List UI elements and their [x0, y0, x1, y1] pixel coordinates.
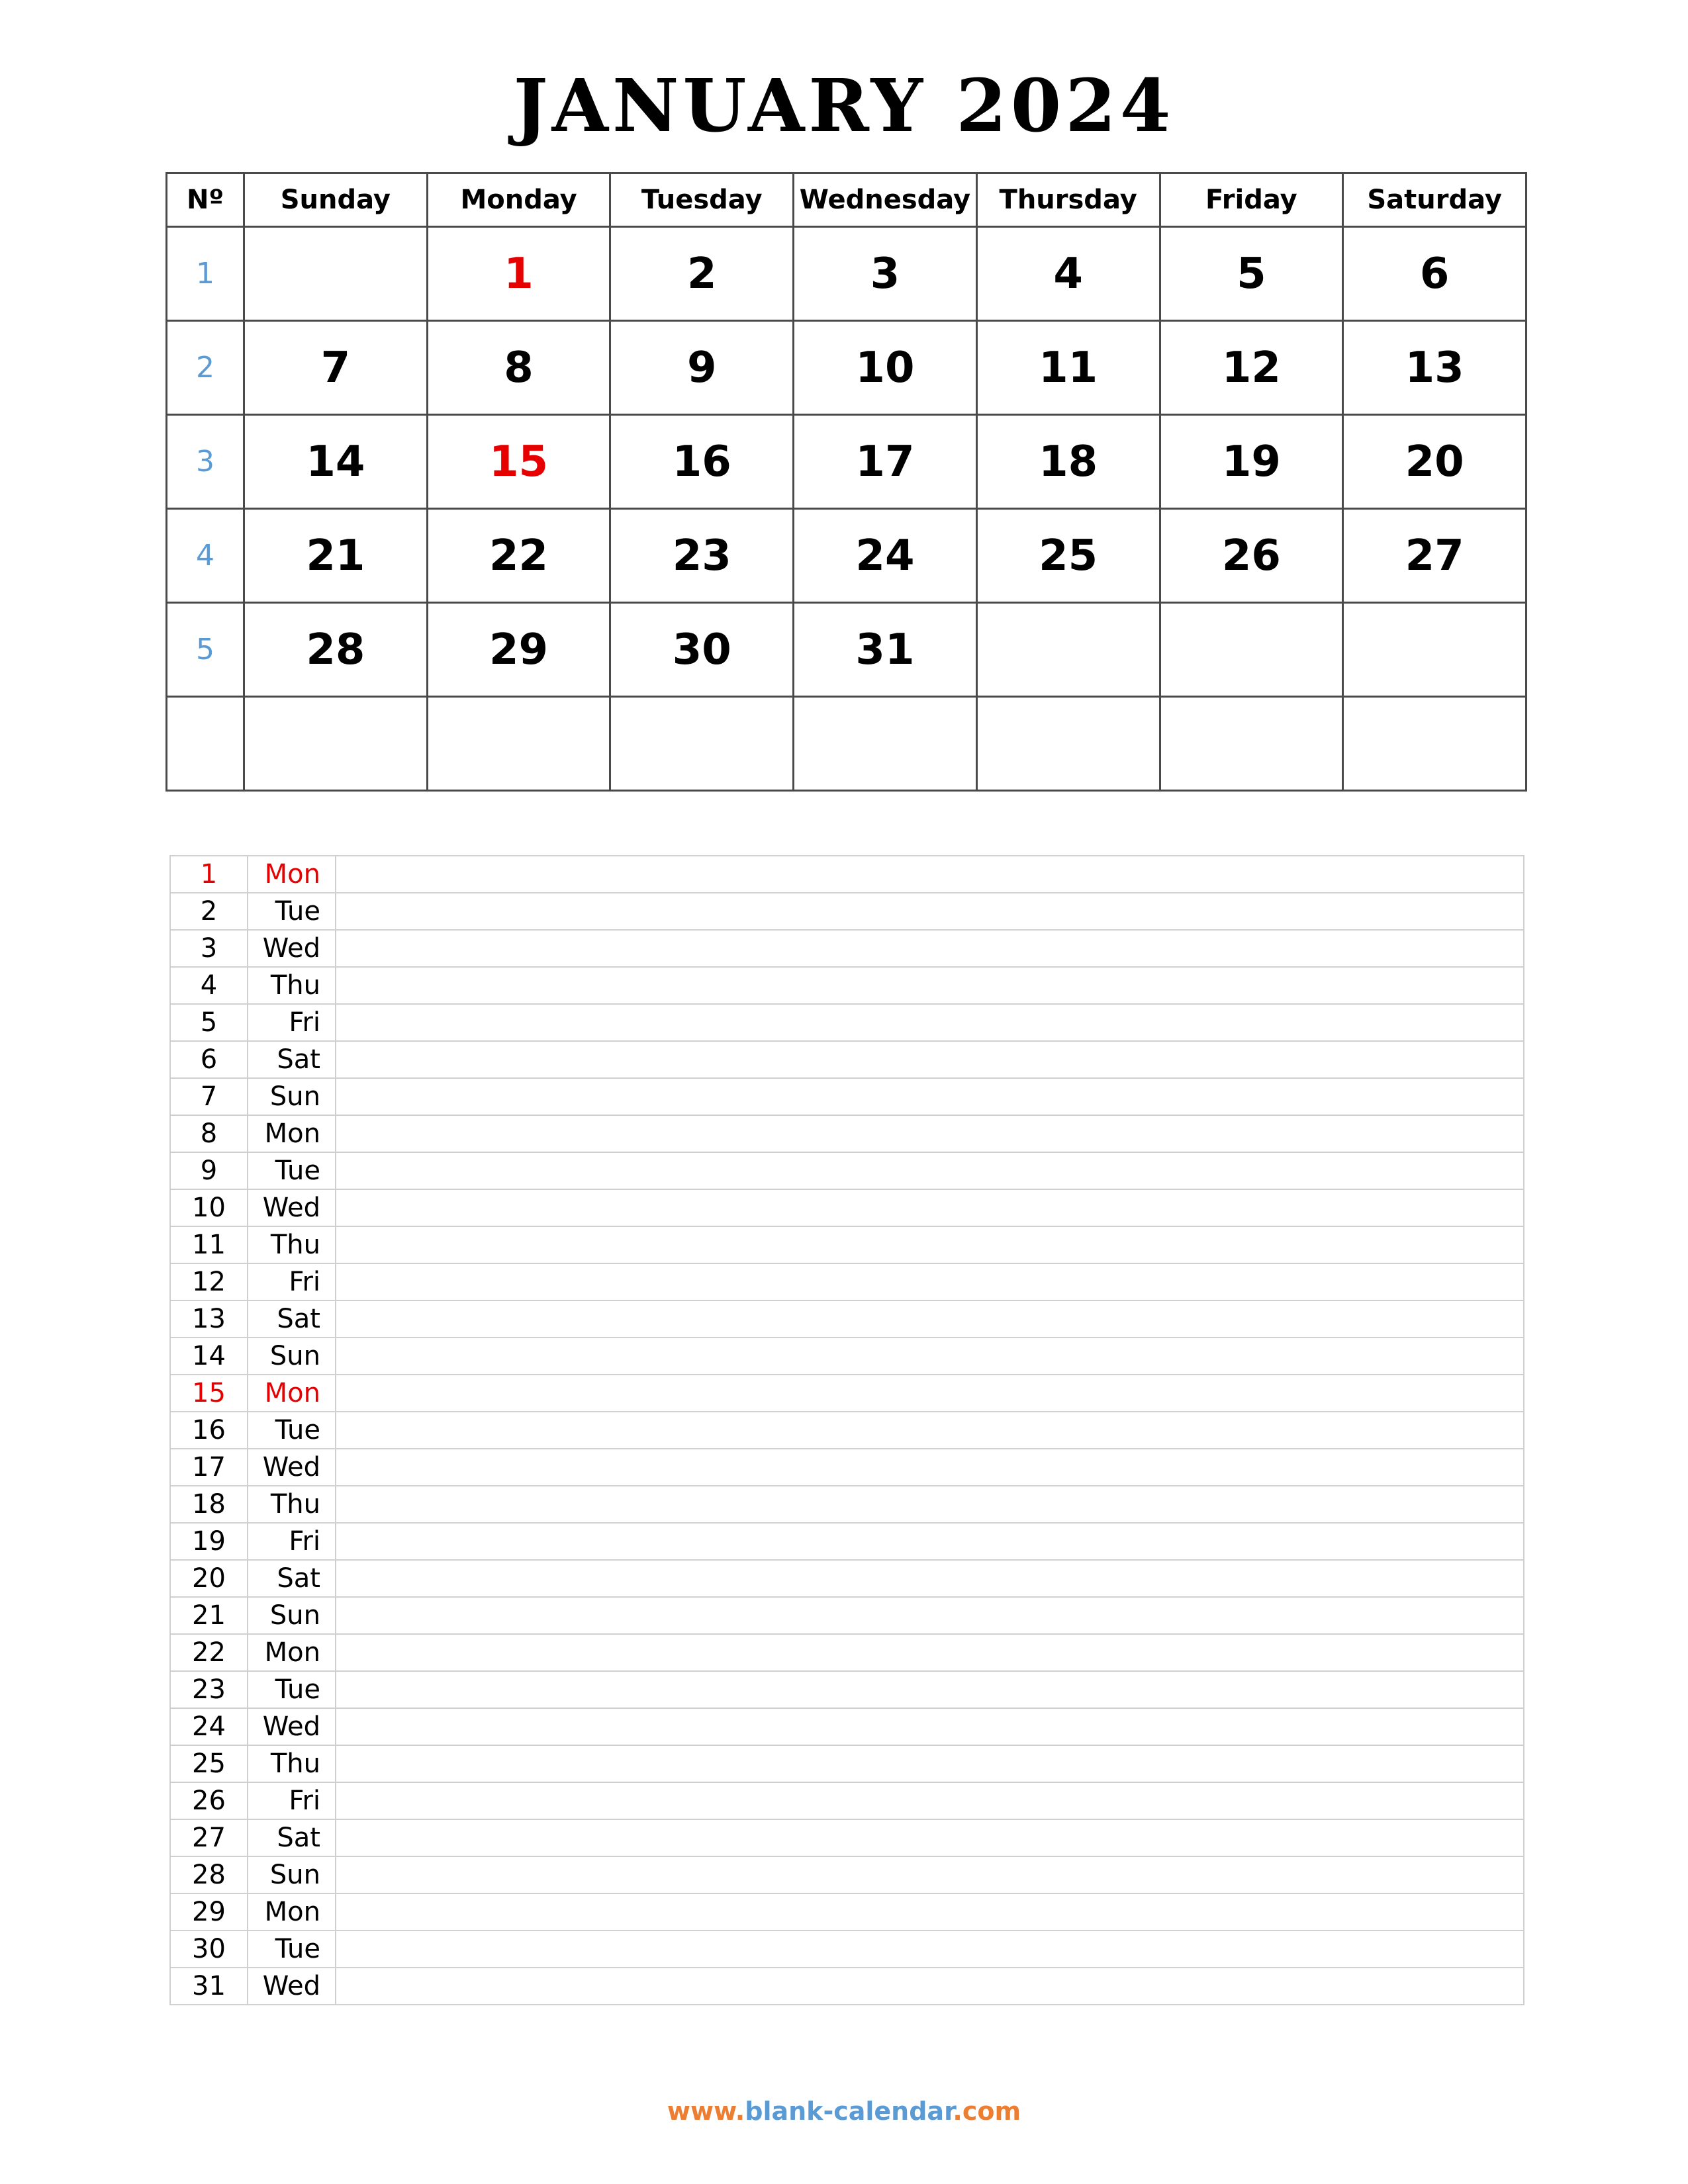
- day-list-row: [170, 1634, 1524, 1671]
- day-of-week: Tue: [248, 1152, 336, 1189]
- day-number: 2: [170, 893, 248, 930]
- day-number: 21: [170, 1597, 248, 1634]
- empty-day-cell: [244, 227, 428, 321]
- day-number: 10: [170, 1189, 248, 1226]
- day-cell: 28: [244, 603, 428, 697]
- note-cell[interactable]: [336, 1449, 1524, 1486]
- day-list-row: [170, 1893, 1524, 1931]
- day-of-week: Thu: [248, 1745, 336, 1782]
- day-of-week: Fri: [248, 1523, 336, 1560]
- day-list-row: [170, 1041, 1524, 1078]
- day-of-week: Tue: [248, 1412, 336, 1449]
- note-cell[interactable]: [336, 1931, 1524, 1968]
- day-list-row: [170, 1300, 1524, 1338]
- day-list-row: [170, 1597, 1524, 1634]
- day-cell: 20: [1343, 415, 1526, 509]
- day-number: 12: [170, 1263, 248, 1300]
- empty-day-cell: [610, 697, 794, 791]
- note-cell[interactable]: [336, 1189, 1524, 1226]
- day-cell: 19: [1160, 415, 1343, 509]
- day-list-row: [170, 1708, 1524, 1745]
- note-cell[interactable]: [336, 1819, 1524, 1856]
- day-list-row: [170, 1745, 1524, 1782]
- empty-day-cell: [1343, 603, 1526, 697]
- day-of-week: Sun: [248, 1078, 336, 1115]
- day-cell: 13: [1343, 321, 1526, 415]
- day-cell: 2: [610, 227, 794, 321]
- calendar-week-row: [167, 321, 1526, 415]
- empty-day-cell: [976, 603, 1160, 697]
- day-number: 9: [170, 1152, 248, 1189]
- day-cell: 25: [976, 509, 1160, 603]
- note-cell[interactable]: [336, 1412, 1524, 1449]
- week-number: 2: [167, 321, 244, 415]
- note-cell[interactable]: [336, 856, 1524, 893]
- day-number: 26: [170, 1782, 248, 1819]
- day-cell: 22: [427, 509, 610, 603]
- empty-day-cell: [1160, 697, 1343, 791]
- empty-day-cell: [1343, 697, 1526, 791]
- day-list-row: [170, 1115, 1524, 1152]
- day-of-week: Wed: [248, 1189, 336, 1226]
- day-list-row: [170, 1819, 1524, 1856]
- day-of-week: Fri: [248, 1782, 336, 1819]
- month-calendar-grid: [165, 172, 1527, 792]
- day-cell: 1: [427, 227, 610, 321]
- day-number: 20: [170, 1560, 248, 1597]
- day-of-week: Wed: [248, 1708, 336, 1745]
- day-of-week: Thu: [248, 967, 336, 1004]
- day-number: 19: [170, 1523, 248, 1560]
- page-title: JANUARY 2024: [513, 63, 1175, 148]
- day-list-row: [170, 1412, 1524, 1449]
- day-of-week: Sun: [248, 1856, 336, 1893]
- day-cell: 16: [610, 415, 794, 509]
- day-list-row: [170, 1560, 1524, 1597]
- calendar-week-row: [167, 509, 1526, 603]
- weekday-header: Tuesday: [610, 173, 794, 227]
- note-cell[interactable]: [336, 1893, 1524, 1931]
- calendar-week-row: [167, 227, 1526, 321]
- day-of-week: Tue: [248, 893, 336, 930]
- day-list-row: [170, 1189, 1524, 1226]
- day-cell: 30: [610, 603, 794, 697]
- day-list-row: [170, 1152, 1524, 1189]
- day-number: 14: [170, 1338, 248, 1375]
- day-list-row: [170, 1523, 1524, 1560]
- note-cell[interactable]: [336, 1671, 1524, 1708]
- note-cell[interactable]: [336, 1115, 1524, 1152]
- day-of-week: Sun: [248, 1597, 336, 1634]
- day-number: 23: [170, 1671, 248, 1708]
- day-number: 17: [170, 1449, 248, 1486]
- day-list-row: [170, 1263, 1524, 1300]
- calendar-week-row: [167, 697, 1526, 791]
- day-cell: 7: [244, 321, 428, 415]
- note-cell[interactable]: [336, 1523, 1524, 1560]
- empty-day-cell: [1160, 603, 1343, 697]
- note-cell[interactable]: [336, 1856, 1524, 1893]
- day-list-row: [170, 1671, 1524, 1708]
- note-cell[interactable]: [336, 1152, 1524, 1189]
- note-cell[interactable]: [336, 1004, 1524, 1041]
- day-of-week: Wed: [248, 1449, 336, 1486]
- day-cell: 31: [794, 603, 977, 697]
- note-cell[interactable]: [336, 1226, 1524, 1263]
- note-cell[interactable]: [336, 1745, 1524, 1782]
- day-number: 29: [170, 1893, 248, 1931]
- day-of-week: Mon: [248, 1115, 336, 1152]
- day-number: 7: [170, 1078, 248, 1115]
- day-number: 16: [170, 1412, 248, 1449]
- day-number: 11: [170, 1226, 248, 1263]
- day-of-week: Sat: [248, 1300, 336, 1338]
- day-number: 13: [170, 1300, 248, 1338]
- footer-www: www.: [667, 2097, 745, 2126]
- empty-day-cell: [976, 697, 1160, 791]
- day-of-week: Sat: [248, 1560, 336, 1597]
- day-list-row: [170, 1968, 1524, 2005]
- footer-site: blank-calendar: [745, 2097, 953, 2126]
- note-cell[interactable]: [336, 1263, 1524, 1300]
- note-cell[interactable]: [336, 1782, 1524, 1819]
- day-list-row: [170, 1004, 1524, 1041]
- footer-website: [0, 2097, 1688, 2126]
- note-cell[interactable]: [336, 1968, 1524, 2005]
- day-number: 15: [170, 1375, 248, 1412]
- day-list-row: [170, 1931, 1524, 1968]
- footer-com: .com: [953, 2097, 1021, 2126]
- week-number: 4: [167, 509, 244, 603]
- day-cell: 11: [976, 321, 1160, 415]
- day-cell: 24: [794, 509, 977, 603]
- day-cell: 17: [794, 415, 977, 509]
- calendar-week-row: [167, 603, 1526, 697]
- weekday-header: Thursday: [976, 173, 1160, 227]
- empty-day-cell: [427, 697, 610, 791]
- day-cell: 27: [1343, 509, 1526, 603]
- day-cell: 12: [1160, 321, 1343, 415]
- note-cell[interactable]: [336, 967, 1524, 1004]
- day-of-week: Wed: [248, 930, 336, 967]
- day-list-row: [170, 967, 1524, 1004]
- day-number: 22: [170, 1634, 248, 1671]
- day-number: 8: [170, 1115, 248, 1152]
- day-list-row: [170, 1856, 1524, 1893]
- day-cell: 4: [976, 227, 1160, 321]
- note-cell[interactable]: [336, 1078, 1524, 1115]
- day-of-week: Mon: [248, 1634, 336, 1671]
- day-of-week: Tue: [248, 1671, 336, 1708]
- note-cell[interactable]: [336, 1634, 1524, 1671]
- day-cell: 3: [794, 227, 977, 321]
- note-cell[interactable]: [336, 1597, 1524, 1634]
- day-number: 1: [170, 856, 248, 893]
- day-of-week: Wed: [248, 1968, 336, 2005]
- day-cell: 14: [244, 415, 428, 509]
- day-cell: 21: [244, 509, 428, 603]
- note-cell[interactable]: [336, 1041, 1524, 1078]
- day-of-week: Thu: [248, 1486, 336, 1523]
- day-number: 18: [170, 1486, 248, 1523]
- day-number: 3: [170, 930, 248, 967]
- day-cell: 29: [427, 603, 610, 697]
- week-number: 5: [167, 603, 244, 697]
- day-number: 24: [170, 1708, 248, 1745]
- note-cell[interactable]: [336, 930, 1524, 967]
- day-number: 25: [170, 1745, 248, 1782]
- day-number: 31: [170, 1968, 248, 2005]
- day-cell: 15: [427, 415, 610, 509]
- week-number-header: Nº: [167, 173, 244, 227]
- day-of-week: Mon: [248, 1893, 336, 1931]
- weekday-header: Saturday: [1343, 173, 1526, 227]
- day-cell: 26: [1160, 509, 1343, 603]
- day-of-week: Mon: [248, 856, 336, 893]
- week-number: 1: [167, 227, 244, 321]
- note-cell[interactable]: [336, 893, 1524, 930]
- day-of-week: Thu: [248, 1226, 336, 1263]
- day-cell: 9: [610, 321, 794, 415]
- day-of-week: Sat: [248, 1819, 336, 1856]
- weekday-header: Friday: [1160, 173, 1343, 227]
- day-number: 30: [170, 1931, 248, 1968]
- day-list-row: [170, 930, 1524, 967]
- day-cell: 6: [1343, 227, 1526, 321]
- day-cell: 23: [610, 509, 794, 603]
- note-cell[interactable]: [336, 1486, 1524, 1523]
- note-cell[interactable]: [336, 1338, 1524, 1375]
- weekday-header: Sunday: [244, 173, 428, 227]
- day-cell: 8: [427, 321, 610, 415]
- day-of-week: Sun: [248, 1338, 336, 1375]
- empty-day-cell: [794, 697, 977, 791]
- day-of-week: Fri: [248, 1004, 336, 1041]
- note-cell[interactable]: [336, 1375, 1524, 1412]
- weekday-header: Wednesday: [794, 173, 977, 227]
- day-number: 5: [170, 1004, 248, 1041]
- note-cell[interactable]: [336, 1300, 1524, 1338]
- week-number: [167, 697, 244, 791]
- day-number: 28: [170, 1856, 248, 1893]
- day-list-row: [170, 1375, 1524, 1412]
- calendar-week-row: [167, 415, 1526, 509]
- day-of-week: Tue: [248, 1931, 336, 1968]
- day-cell: 18: [976, 415, 1160, 509]
- day-of-week: Mon: [248, 1375, 336, 1412]
- day-list-row: [170, 1338, 1524, 1375]
- day-list-row: [170, 893, 1524, 930]
- note-cell[interactable]: [336, 1560, 1524, 1597]
- day-number: 27: [170, 1819, 248, 1856]
- week-number: 3: [167, 415, 244, 509]
- day-of-week: Fri: [248, 1263, 336, 1300]
- day-list-row: [170, 1486, 1524, 1523]
- weekday-header-row: [167, 173, 1526, 227]
- note-cell[interactable]: [336, 1708, 1524, 1745]
- day-of-week: Sat: [248, 1041, 336, 1078]
- day-number: 4: [170, 967, 248, 1004]
- day-cell: 10: [794, 321, 977, 415]
- day-list-row: [170, 1449, 1524, 1486]
- day-number: 6: [170, 1041, 248, 1078]
- day-list-row: [170, 1226, 1524, 1263]
- daily-notes-list: [169, 855, 1524, 2005]
- empty-day-cell: [244, 697, 428, 791]
- day-list-row: [170, 856, 1524, 893]
- day-cell: 5: [1160, 227, 1343, 321]
- day-list-row: [170, 1782, 1524, 1819]
- day-list-row: [170, 1078, 1524, 1115]
- weekday-header: Monday: [427, 173, 610, 227]
